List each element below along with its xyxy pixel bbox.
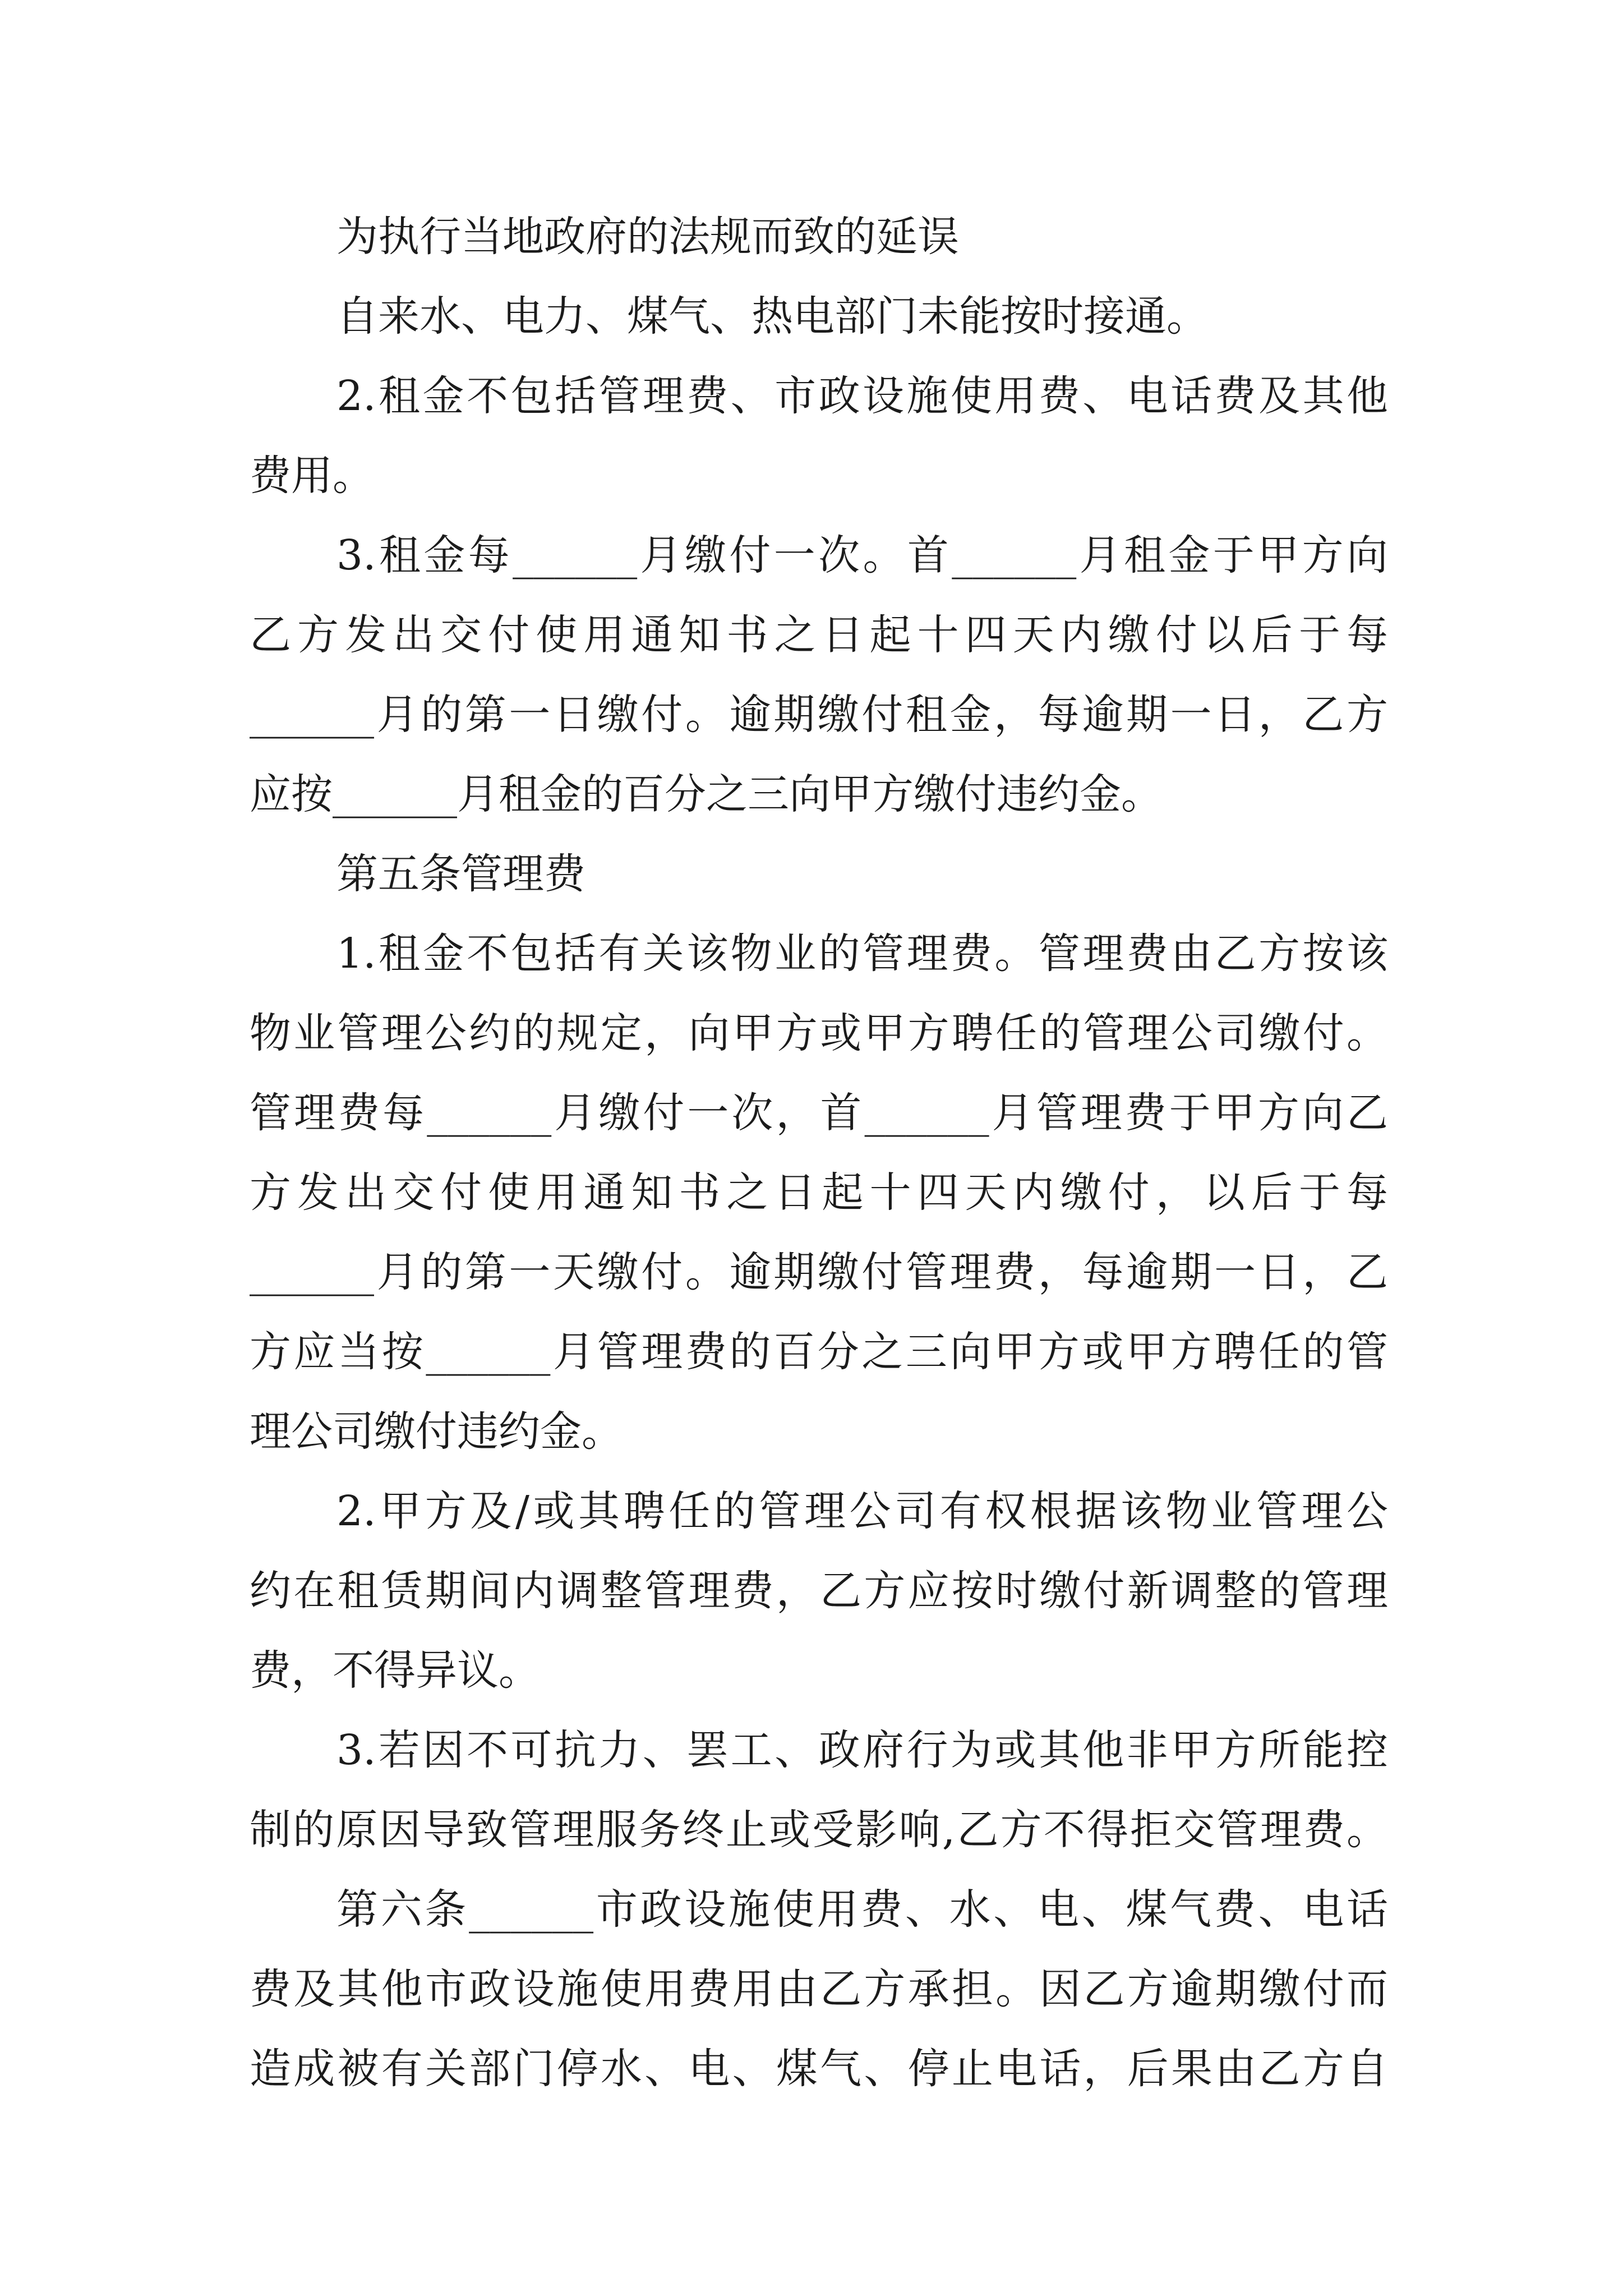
text-line [250, 1313, 1388, 1391]
line-text: 乙方发出交付使用通知书之日起十四天内缴付以后于每 [250, 611, 1388, 659]
section-heading [336, 835, 1388, 913]
line-text: 2.租金不包括管理费、市政设施使用费、电话费及其他 [336, 372, 1388, 420]
text-line [250, 1791, 1388, 1869]
text-line [336, 277, 1388, 356]
line-text: 方应当按______月管理费的百分之三向甲方或甲方聘任的管 [250, 1328, 1388, 1376]
text-line [336, 1711, 1388, 1789]
line-text: 物业管理公约的规定，向甲方或甲方聘任的管理公司缴付。 [250, 1009, 1388, 1057]
text-line [250, 1074, 1388, 1152]
text-line [250, 1950, 1388, 2028]
text-line [250, 2030, 1388, 2108]
line-text: 3.若因不可抗力、罢工、政府行为或其他非甲方所能控 [336, 1726, 1388, 1774]
line-text: 自来水、电力、煤气、热电部门未能按时接通。 [336, 292, 1208, 341]
text-line [250, 994, 1388, 1073]
line-text: 第六条______市政设施使用费、水、电、煤气费、电话 [336, 1885, 1388, 1934]
line-text: 制的原因导致管理服务终止或受影响,乙方不得拒交管理费。 [250, 1806, 1388, 1854]
text-line [250, 755, 1388, 834]
text-line [250, 1552, 1388, 1630]
line-text: ______月的第一天缴付。逾期缴付管理费，每逾期一日，乙 [250, 1248, 1388, 1296]
line-text: ______月的第一日缴付。逾期缴付租金，每逾期一日，乙方 [250, 691, 1388, 739]
line-text: 费用。 [250, 452, 374, 500]
line-text: 2.甲方及/或其聘任的管理公司有权根据该物业管理公 [336, 1487, 1388, 1535]
text-line [250, 1153, 1388, 1232]
line-text: 费，不得异议。 [250, 1646, 540, 1695]
text-line [250, 596, 1388, 674]
text-line [336, 914, 1388, 993]
text-line [250, 1631, 1388, 1710]
text-line [336, 357, 1388, 435]
line-text: 约在租赁期间内调整管理费，乙方应按时缴付新调整的管理 [250, 1567, 1388, 1615]
line-text: 理公司缴付违约金。 [250, 1407, 623, 1456]
line-text: 为执行当地政府的法规而致的延误 [336, 213, 959, 261]
line-text: 造成被有关部门停水、电、煤气、停止电话，后果由乙方自 [250, 2045, 1388, 2093]
line-text: 管理费每______月缴付一次，首______月管理费于甲方向乙 [250, 1089, 1388, 1137]
text-line [250, 436, 1388, 515]
text-line [250, 675, 1388, 754]
section-heading [336, 1870, 1388, 1949]
line-text: 1.租金不包括有关该物业的管理费。管理费由乙方按该 [336, 930, 1388, 978]
text-line [336, 516, 1388, 595]
text-line [336, 197, 1388, 276]
text-line [250, 1233, 1388, 1312]
line-text: 应按______月租金的百分之三向甲方缴付违约金。 [250, 770, 1163, 818]
line-text: 费及其他市政设施使用费用由乙方承担。因乙方逾期缴付而 [250, 1965, 1388, 2013]
line-text: 第五条管理费 [336, 850, 585, 898]
line-text: 方发出交付使用通知书之日起十四天内缴付，以后于每 [250, 1168, 1388, 1217]
line-text: 3.租金每______月缴付一次。首______月租金于甲方向 [336, 531, 1388, 579]
text-line [336, 1472, 1388, 1550]
text-line [250, 1392, 1388, 1471]
